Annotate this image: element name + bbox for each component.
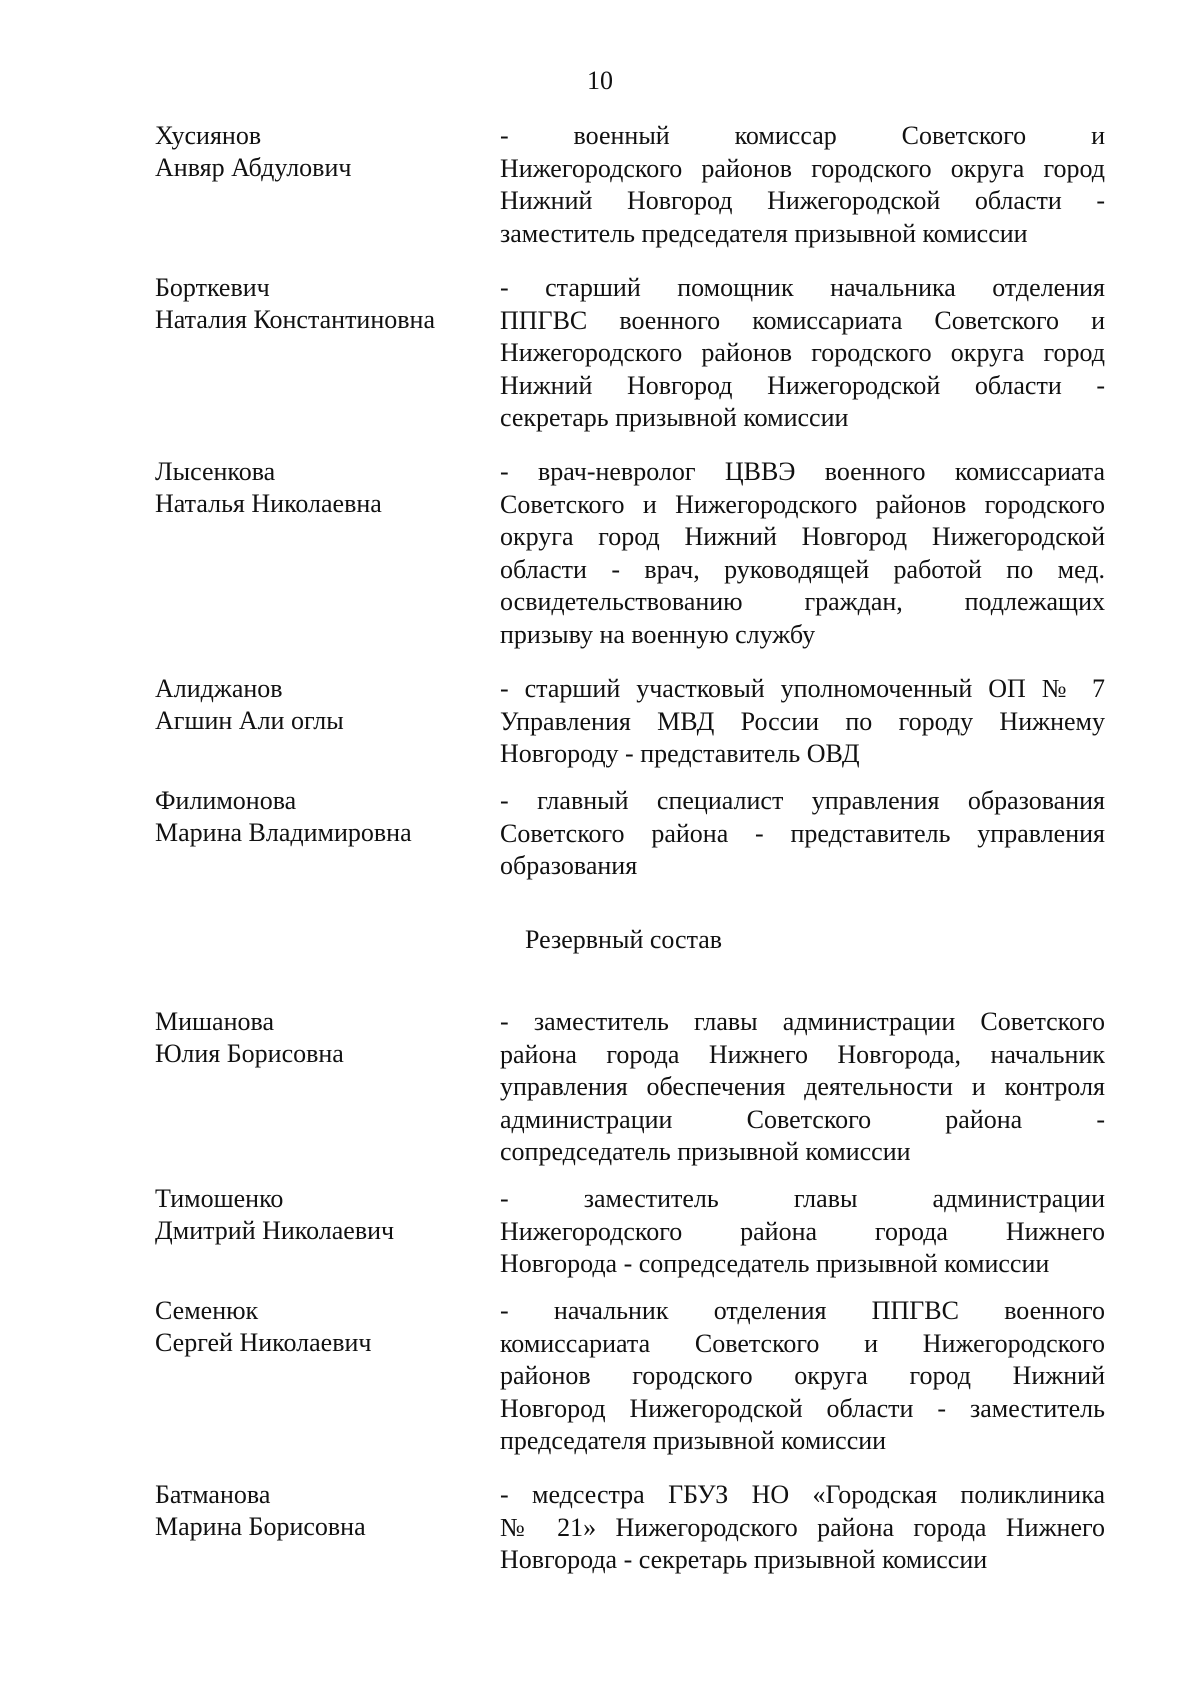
role-line: - заместитель главы администрации Советского bbox=[500, 1007, 1105, 1036]
role-line: - заместитель главы администрации bbox=[500, 1184, 1105, 1213]
role-line: Новгорода - сопредседатель призывной комиссии bbox=[500, 1249, 1050, 1278]
member-surname: Семенюк bbox=[155, 1296, 259, 1325]
member-given-names: Наталья Николаевна bbox=[155, 489, 382, 518]
role-line: № 21» Нижегородского района города Нижнего bbox=[500, 1512, 1105, 1542]
role-line: Нижегородского районов городского округа город bbox=[500, 153, 1105, 183]
role-line: - военный комиссар Советского и bbox=[500, 121, 1105, 150]
role-line: - старший помощник начальника отделения bbox=[500, 273, 1105, 302]
role-line: комиссариата Советского и Нижегородского bbox=[500, 1328, 1105, 1358]
member-role bbox=[500, 272, 1105, 435]
role-line: Новгород Нижегородской области - заместитель bbox=[500, 1393, 1105, 1423]
role-line: Управления МВД России по городу Нижнему bbox=[500, 706, 1105, 736]
member-name bbox=[155, 272, 475, 336]
role-line: Советского района - представитель управления bbox=[500, 818, 1105, 848]
role-line: Новгорода - секретарь призывной комиссии bbox=[500, 1545, 988, 1574]
member-surname: Борткевич bbox=[155, 273, 270, 302]
member-role bbox=[500, 1006, 1105, 1169]
member-given-names: Марина Владимировна bbox=[155, 818, 412, 847]
role-line: - врач-невролог ЦВВЭ военного комиссариата bbox=[500, 457, 1105, 486]
member-given-names: Анвяр Абдулович bbox=[155, 153, 352, 182]
role-line: округа город Нижний Новгород Нижегородской bbox=[500, 522, 1105, 551]
member-surname: Алиджанов bbox=[155, 674, 283, 703]
member-name bbox=[155, 456, 475, 520]
role-line: ППГВС военного комиссариата Советского и bbox=[500, 305, 1105, 335]
member-role bbox=[500, 120, 1105, 250]
member-name bbox=[155, 1183, 475, 1247]
role-line: области - врач, руководящей работой по мед. bbox=[500, 554, 1105, 584]
role-line: образования bbox=[500, 851, 638, 880]
member-role bbox=[500, 785, 1105, 883]
member-given-names: Юлия Борисовна bbox=[155, 1039, 344, 1068]
member-surname: Лысенкова bbox=[155, 457, 276, 486]
member-role bbox=[500, 673, 1105, 771]
role-line: Нижний Новгород Нижегородской области - bbox=[500, 186, 1105, 215]
page-number: 10 bbox=[587, 66, 613, 95]
role-line: - главный специалист управления образования bbox=[500, 786, 1105, 815]
member-surname: Филимонова bbox=[155, 786, 297, 815]
member-name bbox=[155, 120, 475, 184]
role-line: заместитель председателя призывной комиссии bbox=[500, 218, 1028, 248]
role-line: освидетельствованию граждан, подлежащих bbox=[500, 587, 1105, 616]
member-role bbox=[500, 1479, 1105, 1577]
role-line: - начальник отделения ППГВС военного bbox=[500, 1296, 1105, 1325]
member-given-names: Сергей Николаевич bbox=[155, 1328, 372, 1357]
member-role bbox=[500, 456, 1105, 651]
member-role bbox=[500, 1295, 1105, 1458]
role-line: Нижегородского районов городского округа город bbox=[500, 338, 1105, 367]
member-given-names: Дмитрий Николаевич bbox=[155, 1216, 395, 1245]
role-line: управления обеспечения деятельности и контроля bbox=[500, 1072, 1105, 1101]
member-name bbox=[155, 785, 475, 849]
section-title-reserve: Резервный состав bbox=[525, 925, 723, 954]
member-name bbox=[155, 673, 475, 737]
member-surname: Хусиянов bbox=[155, 121, 262, 150]
role-line: Советского и Нижегородского районов городского bbox=[500, 489, 1105, 519]
member-name bbox=[155, 1006, 475, 1070]
member-surname: Тимошенко bbox=[155, 1184, 284, 1213]
member-given-names: Марина Борисовна bbox=[155, 1512, 366, 1541]
role-line: секретарь призывной комиссии bbox=[500, 403, 849, 432]
role-line: районов городского округа город Нижний bbox=[500, 1361, 1105, 1390]
role-line: Новгороду - представитель ОВД bbox=[500, 739, 860, 768]
role-line: - медсестра ГБУЗ НО «Городская поликлиника bbox=[500, 1480, 1105, 1509]
role-line: председателя призывной комиссии bbox=[500, 1426, 887, 1455]
member-name bbox=[155, 1295, 475, 1359]
role-line: района города Нижнего Новгорода, начальник bbox=[500, 1039, 1105, 1069]
role-line: сопредседатель призывной комиссии bbox=[500, 1137, 911, 1166]
role-line: Нижний Новгород Нижегородской области - bbox=[500, 370, 1105, 400]
role-line: призыву на военную службу bbox=[500, 619, 816, 649]
member-surname: Батманова bbox=[155, 1480, 271, 1509]
member-name bbox=[155, 1479, 475, 1543]
role-line: администрации Советского района - bbox=[500, 1104, 1105, 1134]
member-given-names: Наталия Константиновна bbox=[155, 305, 435, 334]
member-given-names: Агшин Али оглы bbox=[155, 706, 344, 735]
member-surname: Мишанова bbox=[155, 1007, 274, 1036]
role-line: Нижегородского района города Нижнего bbox=[500, 1216, 1105, 1246]
member-role bbox=[500, 1183, 1105, 1281]
role-line: - старший участковый уполномоченный ОП № 7 bbox=[500, 674, 1105, 703]
